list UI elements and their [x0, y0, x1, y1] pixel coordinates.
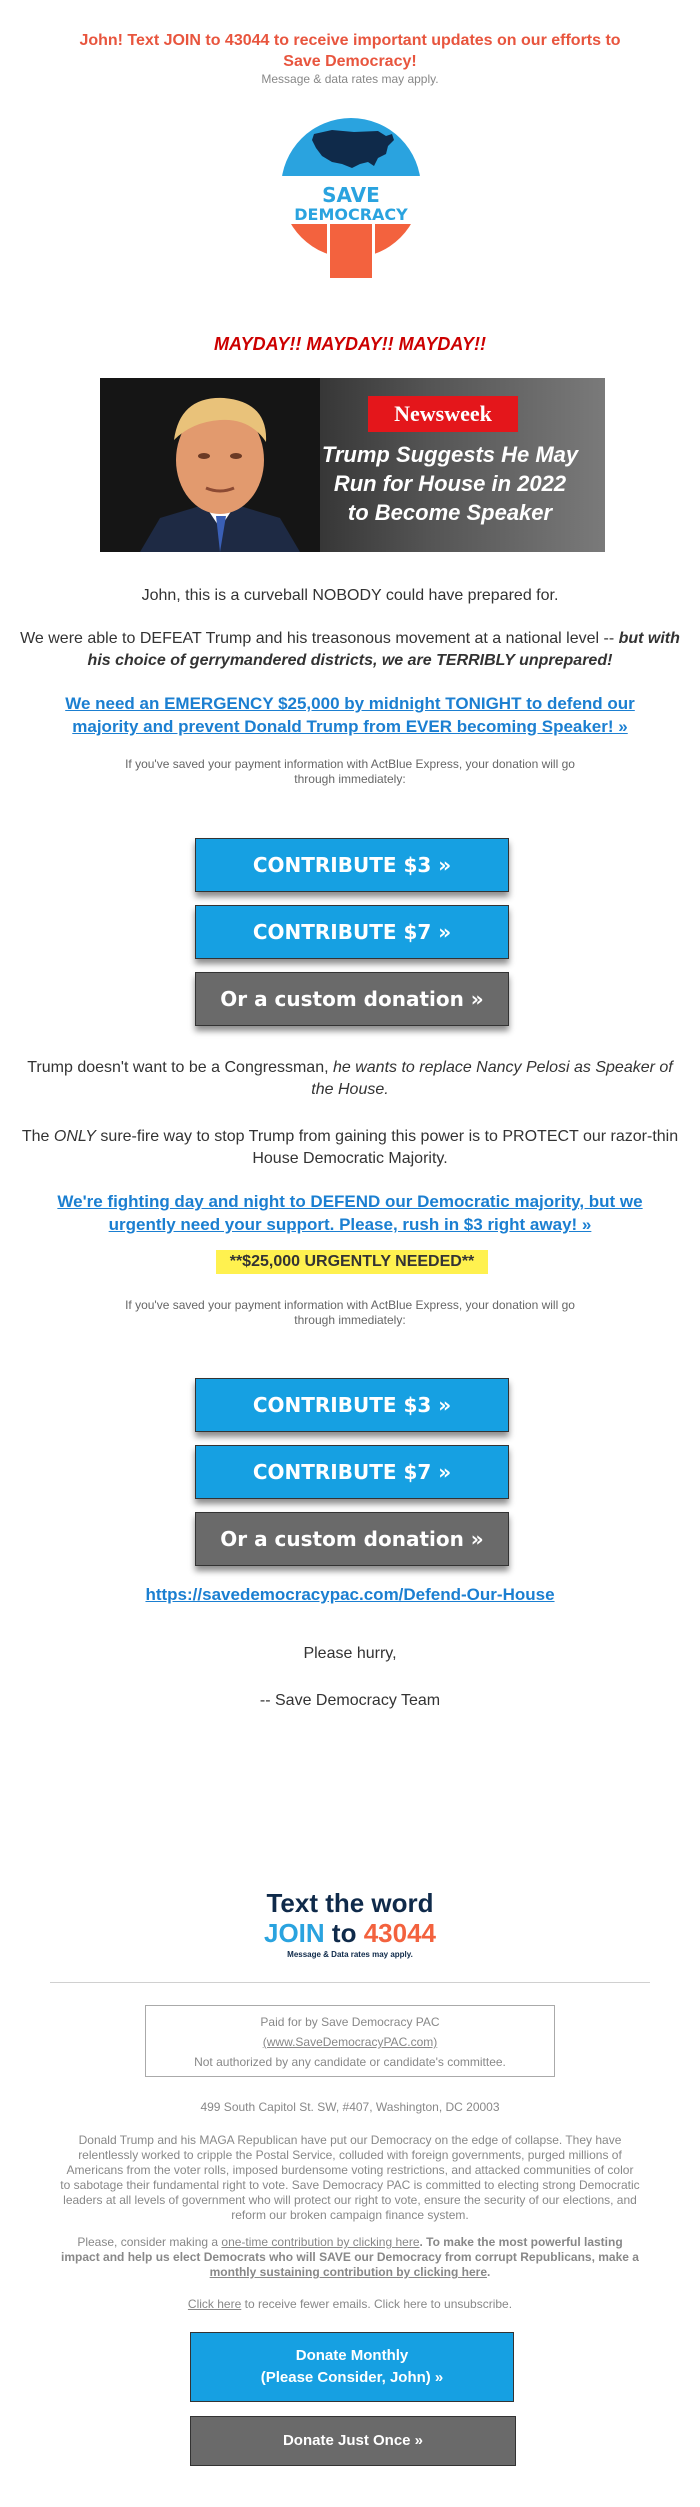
banner-headline-line: Trump Suggests He May [321, 442, 579, 467]
emergency-donate-link[interactable]: We need an EMERGENCY $25,000 by midnight TONIGHT to defend our majority and prevent Donald Trump from EVER becoming Speaker! » [65, 694, 635, 736]
newsweek-logo: Newsweek [368, 396, 518, 432]
pelosi-italic: he wants to replace Nancy Pelosi as Speaker of the House. [311, 1059, 673, 1098]
custom-donation-button[interactable]: Or a custom donation » [195, 1512, 509, 1566]
pelosi-text: Trump doesn't want to be a Congressman, [27, 1059, 333, 1076]
protect-text-a: The [21, 1128, 54, 1145]
email-preferences-text [60, 2297, 640, 2312]
save-democracy-logo [280, 118, 422, 278]
text-join-graphic [0, 1888, 700, 1959]
trump-portrait-image [100, 378, 320, 552]
monthly-contribution-link[interactable]: monthly sustaining contribution by clicking here [209, 2265, 487, 2279]
defeat-paragraph [20, 628, 680, 672]
banner-headline-line: to Become Speaker [347, 500, 553, 525]
mayday-heading: MAYDAY!! MAYDAY!! MAYDAY!! [214, 334, 486, 354]
text-join-alert: John! Text JOIN to 43044 to receive important updates on our efforts to Save Democracy! [79, 32, 621, 70]
actblue-note: If you've saved your payment information with ActBlue Express, your donation will go through immediately: [125, 757, 575, 786]
actblue-note: If you've saved your payment information with ActBlue Express, your donation will go through immediately: [125, 1298, 575, 1327]
protect-text-b: sure-fire way to stop Trump from gaining this power is to PROTECT our razor-thin House Democratic Majority. [95, 1128, 679, 1167]
defend-majority-link[interactable]: We're fighting day and night to DEFEND our Democratic majority, but we urgently need your support. Please, rush in $3 right away! » [57, 1192, 643, 1234]
donate-monthly-label: Donate Monthly [295, 2347, 409, 2364]
donate-monthly-button[interactable] [190, 2332, 514, 2402]
donate-once-button[interactable]: Donate Just Once » [190, 2416, 516, 2466]
banner-headline-line: Run for House in 2022 [333, 471, 567, 496]
footer-divider [50, 1982, 650, 1983]
address-text: 499 South Capitol St. SW, #407, Washington, DC 20003 [200, 2100, 500, 2114]
join-to: to [331, 1918, 357, 1948]
join-number: 43044 [363, 1918, 436, 1948]
not-authorized-text: Not authorized by any candidate or candidate's committee. [194, 2055, 506, 2069]
contribute-3-button[interactable]: CONTRIBUTE $3 » [195, 838, 509, 892]
unsubscribe-text: to receive fewer emails. Click here to unsubscribe. [241, 2297, 513, 2311]
hurry-text: Please hurry, [303, 1645, 397, 1662]
signoff-text: -- Save Democracy Team [259, 1692, 441, 1709]
paid-by-text: Paid for by Save Democracy PAC [260, 2015, 440, 2029]
banner-headline [300, 440, 600, 527]
one-time-contribution-link[interactable]: one-time contribution by clicking here [221, 2235, 420, 2249]
consider-paragraph [60, 2235, 640, 2280]
pelosi-paragraph [20, 1057, 680, 1101]
contribute-7-button[interactable]: CONTRIBUTE $7 » [195, 1445, 509, 1499]
protect-paragraph [20, 1126, 680, 1170]
rates-note: Message & data rates may apply. [261, 72, 439, 86]
join-keyword: JOIN [263, 1918, 325, 1948]
intro-paragraph: John, this is a curveball NOBODY could have prepared for. [141, 587, 559, 604]
text-the-word: Text the word [266, 1888, 434, 1918]
paid-for-box [145, 2005, 555, 2077]
newsweek-banner-image [100, 378, 605, 552]
consider-end: . [487, 2265, 491, 2279]
consider-bold-text: . To make the most powerful lasting impact and help us elect Democrats who will SAVE our Democracy from corrupt Republicans, make a [61, 2235, 639, 2264]
logo-text-save: SAVE [322, 183, 380, 207]
mission-paragraph: Donald Trump and his MAGA Republican have put our Democracy on the edge of collapse. They have relentlessly worked to cripple the Postal Service, colluded with foreign governments, purged millions of Americans from the voter rolls, imposed burdensome voting restrictions, and attacked communities of color to sabotage their fundamental right to vote. Save Democracy PAC is committed to electing strong Democratic leaders at all levels of government who will protect our right to vote, ensure the security of our elections, and reform our broken campaign finance system. [60, 2133, 640, 2222]
consider-text: Please, consider making a [77, 2235, 222, 2249]
defend-house-url-link[interactable]: https://savedemocracypac.com/Defend-Our-House [145, 1585, 555, 1604]
donate-monthly-sublabel: (Please Consider, John) » [260, 2369, 444, 2386]
defeat-emphasis: but with his choice of gerrymandered districts, we are TERRIBLY unprepared! [87, 630, 680, 669]
protect-italic: ONLY [53, 1128, 96, 1145]
join-rates-note: Message & Data rates may apply. [287, 1950, 413, 1959]
pac-website-link[interactable]: (www.SaveDemocracyPAC.com) [262, 2035, 438, 2049]
defeat-text: We were able to DEFEAT Trump and his treasonous movement at a national level -- [20, 630, 619, 647]
join-to-number [0, 1918, 700, 1948]
urgent-needed-badge: **$25,000 URGENTLY NEEDED** [216, 1250, 488, 1274]
logo-text-democracy: DEMOCRACY [294, 205, 408, 224]
contribute-7-button[interactable]: CONTRIBUTE $7 » [195, 905, 509, 959]
contribute-3-button[interactable]: CONTRIBUTE $3 » [195, 1378, 509, 1432]
custom-donation-button[interactable]: Or a custom donation » [195, 972, 509, 1026]
fewer-emails-link[interactable]: Click here [187, 2297, 242, 2311]
